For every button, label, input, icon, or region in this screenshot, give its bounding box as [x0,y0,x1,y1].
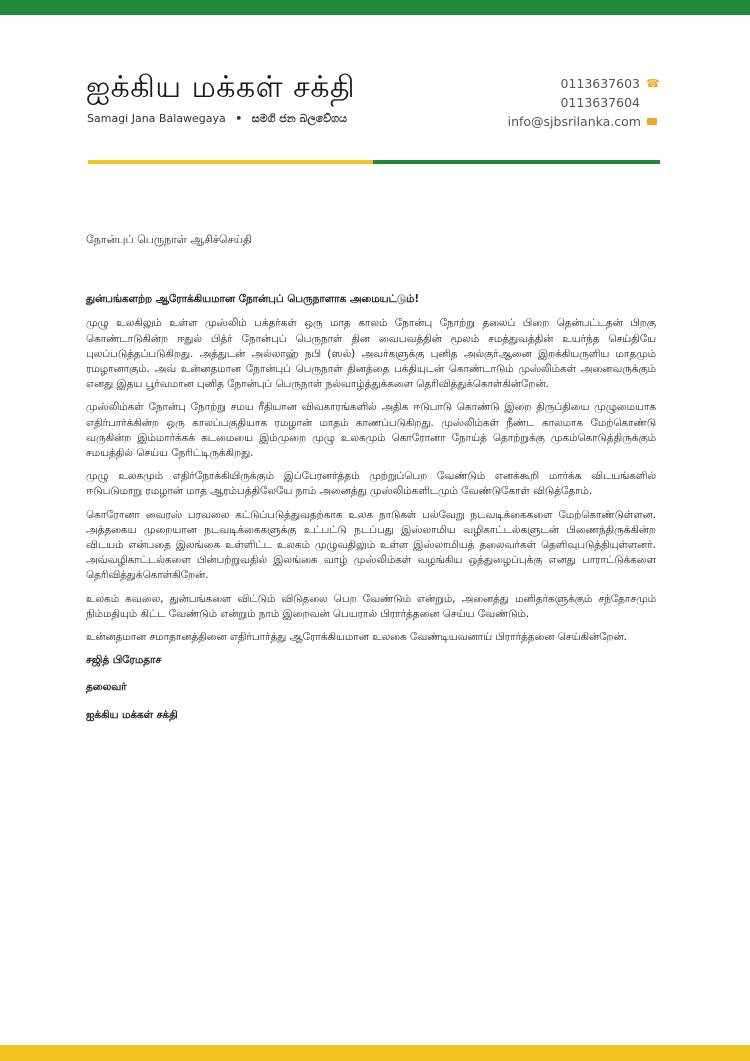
signature-name: சஜித் பிரேமதாச [86,654,162,667]
bottom-color-bar [0,1045,750,1061]
signature-organisation: ஐக்கிய மக்கள் சக்தி [86,708,178,721]
letter-subject: நோன்புப் பெருநாள் ஆசிச்செய்தி [86,233,253,246]
signature-position: தலைவர் [86,681,127,694]
phone-number-1[interactable]: 0113637603 [560,76,640,91]
letter-body [86,232,656,735]
paragraph-1: முழு உலகிலும் உள்ள முஸ்லிம் பக்தர்கள் ஒரு மாத காலம் நோன்பு நோற்று தலைப் பிறை தென்பட்டதன் பிறகு கொண்டாடுகின்ற ஈதுல் பித்ர் நோன்புப் பெருநாள் தின வைபவத்தின் மூலம் சமத்துவத்தின் உயர்ந்த செய்தியே புலப்படுத்தப்படுகிறது. அத்துடன் அல்லாஹ் நபி (ஸல்) அவர்களுக்கு புனித அல்குர்ஆனை இறக்கியருளிய மாதமும் ரமழானாகும். அவ் உன்னதமான நோன்புப் பெருநாள் தினத்தை பக்தியுடன் கொண்டாடும் முஸ்லிம்கள் அனைவருக்கும் எனது இதய பூர்வமான புனித நோன்புப் பெருநாள் நல்வாழ்த்துக்களை தெரிவித்துக்கொள்கின்றேன். [86,317,656,391]
paragraph-5: உலகம் கவலை, துன்பங்களை விட்டும் விடுதலை பெற வேண்டும் என்றும், அனைத்து மனிதர்களுக்கும் சந்தோசமும் நிம்மதியும் கிட்ட வேண்டும் என்றும் நாம் இறைவன் பெயரால் பிரார்த்தனை செய்ய வேண்டும். [86,592,656,620]
party-name-tamil: ஐக்கிய மக்கள் சக்தி [86,70,356,105]
party-subtitle [87,112,347,126]
phone-icon: ☎ [646,77,660,90]
party-name-sinhala: සමගි ජන බලවේගය [251,112,347,125]
bullet-separator: • [235,112,243,125]
phone-row-2 [508,93,658,112]
paragraph-6: உன்னதமான சமாதானத்தினை எதிர்பார்த்து ஆரோக்கியமான உலகை வேண்டியவனாய் பிரார்த்தனை செய்கின்றேன். [86,631,627,644]
paragraph-3: முழு உலகமும் எதிர்நோக்கியிருக்கும் இப்பேரனர்த்தம் முற்றுப்பெற வேண்டும் எனக்கூறி மார்க்க விடயங்களில் ஈடுபடுமாறு ரமழான் மாத ஆரம்பத்திலேயே நாம் அனைத்து முஸ்லிம்களிடமும் வேண்டுகோள் விடுத்தோம். [86,470,656,498]
phone-number-2[interactable]: 0113637604 [560,95,640,110]
paragraph-2: முஸ்லிம்கள் நோன்பு நோற்று சமய ரீதியான விவகாரங்களில் அதிக ஈடுபாடு கொண்டு இறை திருப்தியை முழுமையாக எதிர்பார்க்கின்ற ஒரு காலப்பகுதியாக ரமழான் மாதம் காணப்படுகிறது. முஸ்லிம்கள் நீண்ட காலமாக மேற்கொண்டு வருகின்ற இம்மார்க்கக் கடமையை இம்முறை முழு உலகமும் கொரோனா நோய்த் தொற்றுக்கு முகம்கொடுத்திருக்கும் சமயத்தில் செய்ய நேரிட்டிருக்கிறது. [86,401,656,460]
email-row [508,112,658,131]
email-link[interactable]: info@sjbsrilanka.com [507,114,641,129]
divider-yellow-segment [88,160,373,164]
divider-green-segment [373,160,660,164]
top-color-bar [0,0,750,15]
contact-block [508,74,658,131]
letter-headline: துன்பங்களற்ற ஆரோக்கியமான நோன்புப் பெருநாளாக அமையட்டும்! [86,293,420,306]
paragraph-4: கொரோனா வைரஸ் பரவலை கட்டுப்படுத்துவதற்காக உலக நாடுகள் பல்வேறு நடவடிக்கைகளை மேற்கொண்டுள்ளன. அத்தகைய முறையான நடவடிக்கைகளுக்கு உட்பட்டு நடப்பது இஸ்லாமிய வழிகாட்டல்களுடன் பிணைந்திருக்கின்ற விடயம் என்பதை இலங்கை உள்ளிட்ட உலகம் முழுவதிலும் உள்ள இஸ்லாமியத் தலைவர்கள் தெளிவுபடுத்தியுள்ளனர். அவ்வழிகாட்டல்களை பின்பற்றுவதில் இலங்கை வாழ் முஸ்லிம்கள் வழங்கிய ஒத்துழைப்புக்கு எனது பாராட்டுக்களை தெரிவித்துக்கொள்கிறேன். [86,508,656,582]
mail-icon [647,118,657,125]
party-name-english: Samagi Jana Balawegaya [87,112,226,125]
phone-row-1 [508,74,658,93]
header-divider [88,160,660,164]
